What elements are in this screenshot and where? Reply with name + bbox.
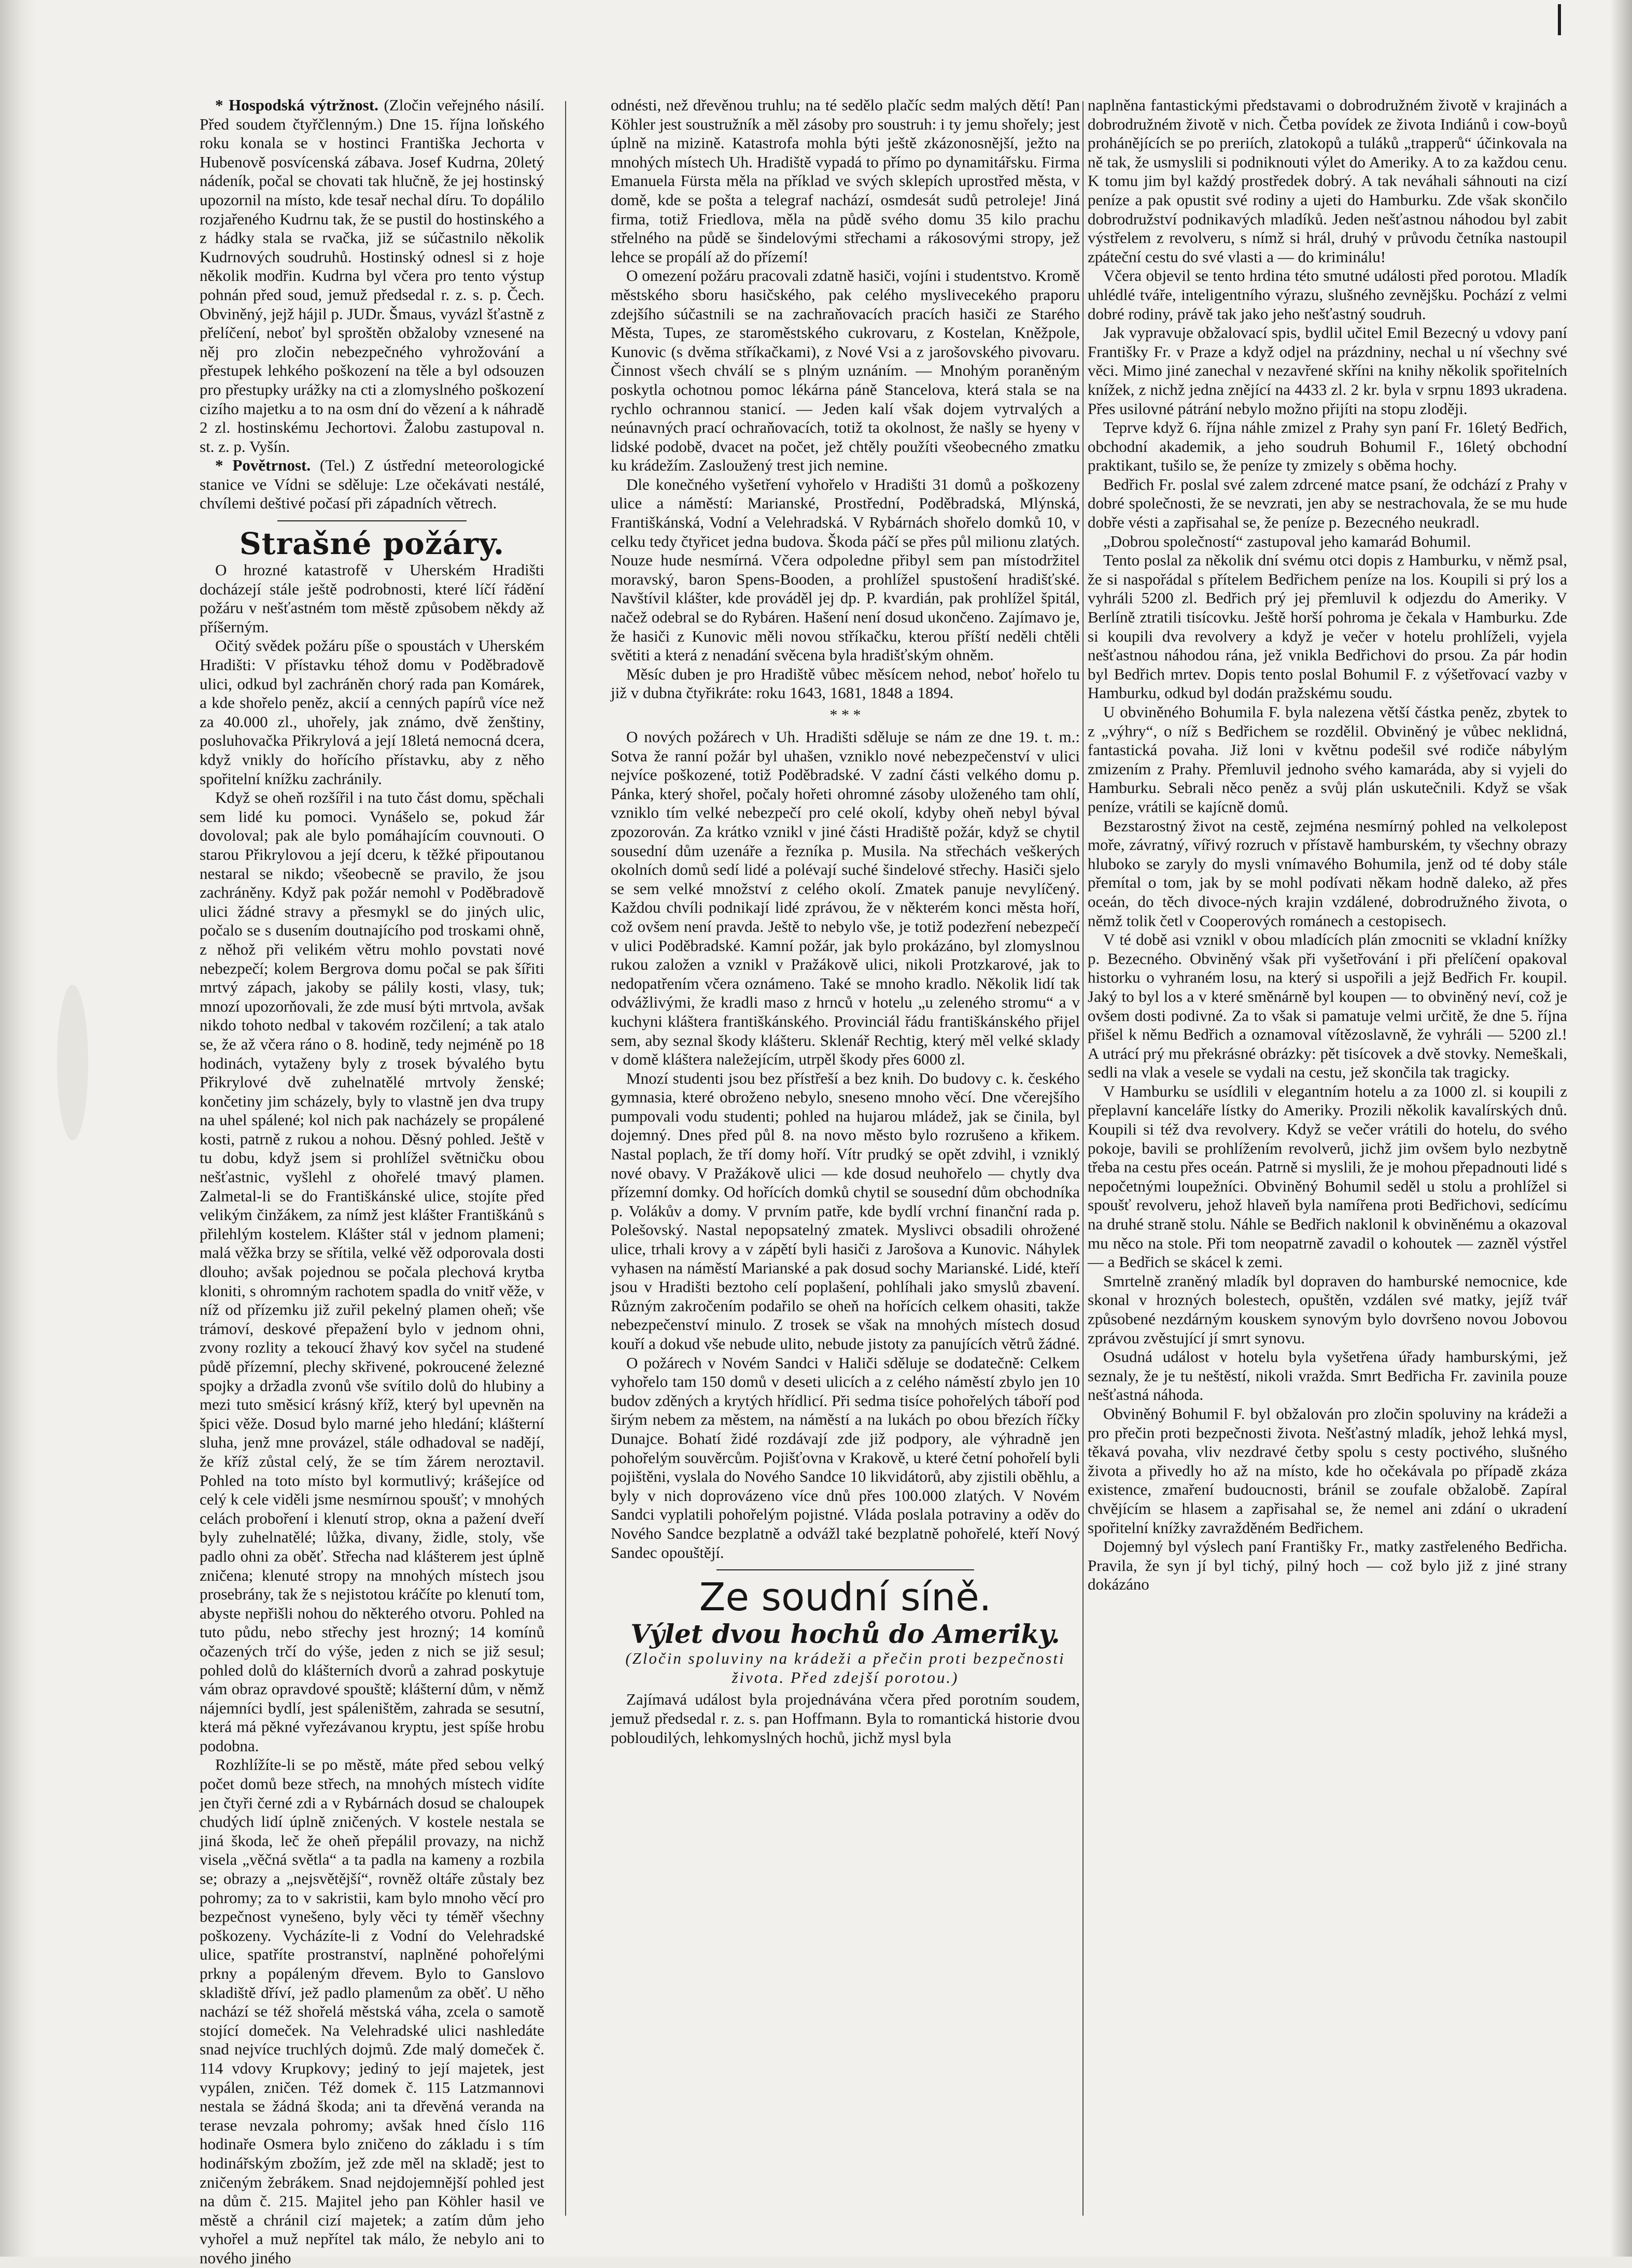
paragraph: Obviněný Bohumil F. byl obžalován pro zločin spoluviny na krádeži a pro přečin proti bezpečnosti života. Nešťastný mladík, jehož lehká mysl, těkavá povaha, vliv nezdravé četby spolu s cesty poctivého, slušného života a přivedly ho až na místo, kde ho očekávala po případě zkáza existence, zmaření budoucnosti, bránil se zoufale obžalobě. Zapíral chvějícím se hlasem a zapřisahal se, že nemel ani zdání o ukradení spořitelní knížky zavražděném Bedřichem. — [1088, 1404, 1567, 1537]
paragraph: Tento poslal za několik dní svému otci dopis z Hamburku, v němž psal, že si naspořádal s přítelem Bedřichem peníze na los. Koupili si prý los a vyhráli 5200 zl. Bedřich prý jej přemluvil k odjezdu do Ameriky. V Berlíně ztratili tisícovku. Ještě horší pohroma je čekala v Hamburku. Zde si koupili dva revolvery a když je večer v hotelu prohlíželi, vyjela nešťastnou náhodou rána, jež vnikla Bedřichovi do prsou. Za pár hodin byl Bedřich mrtev. Dopis tento poslal Bohumil F. z výšetřovací vazby v Hamburku, odkud byl dodán pražskému soudu. — [1088, 551, 1567, 702]
column-rule-2 — [1082, 101, 1084, 2216]
paragraph: Bezstarostný život na cestě, zejména nesmírný pohled na velkolepost moře, závratný, vířivý rozruch v přístavě hamburském, ty všechny obrazy hluboko se zaryly do mysli vnímavého Bohumila, jenž od té doby stále přemítal o tom, jak by se mohl podívati někam hodně daleko, až přes oceán, do těch divoce-ných krajin vzdálené, dobrodružného života, o němž tolik četl v Cooperových románech a cestopisech. — [1088, 816, 1567, 930]
paragraph: odnésti, než dřevěnou truhlu; na té sedělo plačíc sedm malých dětí! Pan Köhler jest soustružník a měl zásoby pro soustruh: i ty jemu shořely; jest úplně na mizině. Katastrofa mohla býti ještě zkázonosnější, ježto na mnohých místech Uh. Hradiště vypadá to přímo po dynamitářsku. Firma Emanuela Fürsta měla na příklad ve svých sklepích uprostřed města, v domě, kde se pošta a telegraf nachází, osmdesát sudů petroleje! Jiná firma, totiž Friedlova, měla na půdě svého domu 35 kilo prachu střelného na půdě se šindelovými střechami a rákosovými stropy, jež lehce se propálí až do přízemí! — [611, 96, 1080, 266]
paragraph: Jak vypravuje obžalovací spis, bydlil učitel Emil Bezecný u vdovy paní Františky Fr. v Praze a když odjel na prázdniny, nechal u ní všechny své věci. Mimo jiné zanechal v nezavřené skříni na knihy několik spořitelních knížek, z nichž jedna znějící na 4433 zl. 2 kr. byla v srpnu 1893 ukradena. Přes usilovné pátrání nebylo možno přijíti na stopu zloději. — [1088, 323, 1567, 418]
column-1 — [200, 96, 544, 2267]
paragraph: „Dobrou společností“ zastupoval jeho kamarád Bohumil. — [1103, 532, 1471, 550]
news-item-weather — [200, 456, 544, 513]
section-divider — [716, 1569, 975, 1570]
section-divider — [277, 520, 467, 521]
news-item-tavern-brawl — [200, 96, 544, 456]
news-text: (Zločin veřejného násilí. Před soudem čtyřčlenným.) Dne 15. října loňského roku konala se v hostinci Františka Jechorta v Hubenově posvícenská zábava. Josef Kudrna, 20letý nádeník, počal se chovati tak hlučně, že jej hostinský upozornil na místo, kde tesař nechal díru. To dopálilo rozjařeného Kudrnu tak, že se pustil do hostinského a z hádky stala se rvačka, již se súčastnilo několik Kudrnových soudruhů. Hostinský odnesl si z hoje několik modřin. Kudrna byl včera pro tento výstup pohnán před soud, jemuž předsedal r. z. s. p. Čech. Obviněný, jejž hájil p. JUDr. Šmaus, vyvázl šťastně z přelíčení, neboť byl sproštěn obžaloby vznesené na něj pro zločin nebezpečného vyhrožování a přestupek lehkého poškození na těle a byl odsouzen pro přestupky urážky na cti a zlomyslného poškození cizího majetku a to na osm dní do vězení a k náhradě 2 zl. hostinskému Jechortovi. Žalobu zastupoval n. st. z. p. Vyšín. — [200, 96, 544, 456]
paragraph: Včera objevil se tento hrdina této smutné události před porotou. Mladík uhlédlé tváře, inteligentního výrazu, slušného zevnějšku. Pochází z velmi dobré rodiny, právě tak jako jeho nešťastný soudruh. — [1088, 266, 1567, 323]
news-text: (Tel.) Z ústřední meteorologické stanice ve Vídni se sděluje: Lze očekávati nestálé, chvílemi deštivé počasí při západních větrech. — [200, 456, 544, 513]
column-rule-1 — [565, 101, 566, 2216]
paragraph: Smrtelně zraněný mladík byl dopraven do hamburské nemocnice, kde skonal v hrozných bolestech, opuštěn, vzdálen své matky, jejíž tvář způsobené nezdárným kouskem synovým bylo dovršeno novou Jobovou zprávou zvěstující jí smrt synovu. — [1088, 1271, 1567, 1347]
paragraph: Očitý svědek požáru píše o spoustách v Uherském Hradišti: V přístavku téhož domu v Poděbradově ulici, odkud byl zachráněn chorý rada pan Komárek, a kde shořelo peněz, akcií a cenných papírů více než za 40.000 zl., uhořely, jak známo, dvě ženštiny, posluhovačka Přikrylová a její 18letá nemocná dcera, když vnikly do hořícího přístavku, aby z něho spořitelní knížku zachránily. — [200, 636, 544, 788]
paragraph: naplněna fantastickými představami o dobrodružném životě v krajinách a dobrodružném životě v nich. Četba povídek ze života Indiánů i cow-boyů prohánějících se po preriích, zlatokopů a tuláků „trapperů“ účinkovala na ně tak, že usmyslili si podniknouti výlet do Ameriky. A to za každou cenu. K tomu jim byl každý prostředek dobrý. A tak neváhali sáhnouti na cizí peníze a pak opustit své rodiny a ujeti do Hamburku. Zde však skončilo dobrodružství podnikavých mladíků. Jeden nešťastnou náhodou byl zabit výstřelem z revolveru, s nímž si hrál, druhý v průvodu četníka nastoupil zpáteční cestu do své vlasti a — do kriminálu! — [1088, 96, 1567, 266]
paragraph: Teprve když 6. října náhle zmizel z Prahy syn paní Fr. 16letý Bedřich, obchodní akademik, a jeho soudruh Bohumil F., 16letý obchodní praktikant, tušilo se, že peníze ty zmizely s oběma hochy. — [1088, 418, 1567, 475]
paragraph: Mnozí studenti jsou bez přístřeší a bez knih. Do budovy c. k. českého gymnasia, které obroženo nebylo, sneseno mnoho věcí. Dne včerejšího pumpovali vodu studenti; pohled na hujarou mládež, jak se činila, byl dojemný. Dnes před půl 8. na novo město bylo rozrušeno a křikem. Nastal poplach, že tří domy hoří. Vítr prudký se opět zdvihl, i vzniklý nové obavy. V Pražákově ulici — kde dosud neuhořelo — chytly dva přízemní domky. Od hořících domků chytil se sousední dům obchodníka p. Volákův a domy. V prvním patře, kde bydlí vrchní finanční rada p. Polešovský. Nastal nepopsatelný zmatek. Myslivci obsadili ohrožené ulice, trhali krovy a v zápětí byli hasiči z Jarošova a Kunovic. Náhylek vyhasen na náměstí Marianské a pak dosud sochy Marianské. Lidé, kteří jsou v Hradišti beztoho celí poplašení, pohlíhali jako smyslů zbavení. Různým zakročením podařilo se oheň na hořících celkem ohasiti, takže nebezpečenství minulo. Z trosek se však na mnohých místech dosud kouří a dokud vše nebude ulito, nebude jistoty za panujících větrů žádné. — [611, 1069, 1080, 1353]
top-print-mark — [1558, 4, 1561, 35]
paragraph: Dojemný byl výslech paní Františky Fr., matky zastřeleného Bedřicha. Pravila, že syn jí byl tichý, pilný hoch — což bylo již z jiné strany dokázáno — [1088, 1537, 1567, 1594]
page-right-edge — [1611, 0, 1632, 2257]
paragraph: U obviněného Bohumila F. byla nalezena větší částka peněz, zbytek to z „výhry“, o níž s Bedřichem se rozdělil. Obviněný je vůbec neklidná, fantastická povaha. Již loni v květnu podešil své rodiče nábylým zmizením z Prahy. Přemluvil jednoho svého kamaráda, aby si vyjeli do Hamburku. Sebrali něco peněz a svůj plán uskutečnili. Když se však peníze, vrátili se kajícně domů. — [1088, 703, 1567, 816]
paragraph: Měsíc duben je pro Hradiště vůbec měsícem nehod, neboť hořelo tu již v dubna čtyřikráte: roku 1643, 1681, 1848 a 1894. — [611, 664, 1080, 702]
paragraph: Zajímavá událost byla projednávána včera před porotním soudem, jemuž předsedal r. z. s. pan Hoffmann. Byla to romantická historie dvou pobloudilých, lehkomyslných hochů, jichž mysl byla — [611, 1690, 1080, 1747]
column-2 — [611, 96, 1080, 2231]
paragraph: O nových požárech v Uh. Hradišti sděluje se nám ze dne 19. t. m.: Sotva že ranní požár byl uhašen, vzniklo nové nebezpečenství v ulici nejvíce poškozené, totiž Poděbradské. V zadní části velkého domu p. Pánka, který shořel, počaly hořeti ohromné zásoby uloženého tam ohlí, vzniklo tím velké nebezpečí pro celé okolí, kdyby oheň nebyl býval zpozorován. Za krátko vznikl v jiné části Hradiště požár, když se chytil sousední dům uzenáře a řezníka p. Musila. Na střechách veškerých okolních domů sedí lidé a polévají suché šindelové střechy. Hasiči sjelo se sem velké množství z celého okolí. Zmatek panuje nevylíčený. Každou chvíli podnikají lidé zprávou, že v některém konci města hoří, což ovšem není pravda. Ještě to nebylo vše, je totiž podezření nebezpečí v ulici Poděbradské. Kamní požár, jak bylo prokázáno, byl zlomyslnou rukou založen a vznikl v Pražákově ulici, nikoli Protzkarové, jak to nedopatřením včera oznámeno. Také se mnoho kradlo. Několik lidí tak odvážlivými, že kradli maso z hrnců v hotelu „u zeleného stromu“ a v kuchyni kláštera františkánského. Provinciál řádu františkánského přijel sem, aby seznal škody klášteru. Sklenář Rechtig, který měl velké sklady v domě kláštera naležejícím, utrpěl škody přes 6000 zl. — [611, 728, 1080, 1069]
news-title: * Povětrnost. — [215, 456, 311, 475]
paragraph: Dle konečného vyšetření vyhořelo v Hradišti 31 domů a poškozeny ulice a náměstí: Marianské, Prostřední, Poděbradská, Mlýnská, Františkánská, Vodní a Velehradská. V Rybárnách shořelo domků 10, v celku tedy čtyřicet jedna budova. Škoda páčí se přes půl milionu zlatých. Nouze hude nesmírná. Včera odpoledne přibyl sem pan místodržitel moravský, baron Spens-Booden, a prohlížel spustošení hradišťské. Navštívil klášter, kde prováděl jej dp. P. kvardián, pak prohlížel špitál, načež odebral se do Rybáren. Hašení není dosud ukončeno. Zajímavo je, že hasiči z Kunovic měli novou stříkačku, kterou příští neděli chtěli světiti a která z nenadání svěcena byla hradišťským ohněm. — [611, 475, 1080, 664]
article-lead: (Zločin spoluviny na krádeži a přečin proti bezpečnosti života. Před zdejší porotou.) — [625, 1649, 1065, 1686]
article-title: Výlet dvou hochů do Ameriky. — [630, 1619, 1060, 1650]
paragraph: Bedřich Fr. poslal své zalem zdrcené matce psaní, že odchází z Prahy v dobré společnosti, že se nevzrati, jen aby se nestrachovala, že se mu hude dobře vésti a zapřisahal se, že peníze p. Bezecného neukradl. — [1088, 475, 1567, 532]
page-left-edge — [0, 0, 36, 2257]
paragraph: O hrozné katastrofě v Uherském Hradišti docházejí stále ještě podrobnosti, které líčí řádění požáru v nešťastném tom městě způsobem někdy až příšerným. — [200, 561, 544, 636]
section-heading-fires: Strašné požáry. — [239, 526, 505, 562]
column-3 — [1088, 96, 1567, 2231]
paragraph: V té době asi vznikl v obou mladících plán zmocniti se vkladní knížky p. Bezecného. Obviněný však při vyšetřování i při přelíčení opakoval historku o vyhraném losu, na který si uspořili a jejž Bedřich Fr. koupil. Jaký to byl los a v které směnárně byl koupen — to obviněný neví, což je ovšem dosti podivné. Za to však si pamatuje velmi určitě, že dne 5. října přišel k němu Bedřich a oznamoval vítězoslavně, že vyhráli — 5200 zl.! A utrácí prý mu překrásné obrázky: pět tisícovek a dvě stovky. Nemeškali, sedli na vlak a vesele se vydali na cestu, jež skončila tak tragicky. — [1088, 930, 1567, 1082]
paragraph: Když se oheň rozšířil i na tuto část domu, spěchali sem lidé ku pomoci. Vynášelo se, pokud žár dovoloval; pak ale bylo pomáhajícím couvnouti. O starou Přikrylovou a její dceru, k těžké připoutanou nestaral se nikdo; všeobecně se pravilo, že jsou zachráněny. Když pak požár nemohl v Poděbradově ulici žádné stravy a přesmykl se do jiných ulic, počalo se s dusením doutnajícího pod troskami ohně, z něhož při velikém větru mohlo povstati nové nebezpečí; kolem Bergrova domu počal se pak šířiti mrtvý zápach, jakoby se pálily kosti, vlasy, tuk; mnozí upozorňovali, že zde musí býti mrtvola, avšak nikdo tohoto nedbal v takovém rozčilení; a tak atalo se, že až včera ráno o 8. hodině, tedy nejméně po 18 hodinách, vytaženy byly z trosek bývalého bytu Přikrylové dvě zuhelnatělé mrtvoly ženské; končetiny jim scházely, byly to vlastně jen dva trupy na uhel spálené; kol nich pak nacházely se propálené kosti, patrně z rukou a nohou. Děsný pohled. Ještě v tu dobu, když jsem si prohlížel světničku obou nešťastnic, vyšlehl z ohořelé tmavý plamen. Zalmetal-li se do Františkánské ulice, stojíte před velikým činžákem, za nímž jest klášter Františkánů s přilehlým kostelem. Klášter stál v jednom plameni; malá věžka brzy se sřítila, velké věž odporovala dosti dlouho; avšak pojednou se počala plechová krytba kloniti, s ohromným rachotem spadla do vnitř věže, v níž od přízemku již zuřil pekelný plamen oheň; vše trámoví, deskové přepažení bylo v jednom ohni, zvony rozlity a tekoucí žhavý kov syčel na studené půdě přízemní, plechy skřivené, pokroucené železné spojky a držadla zvonů vše svítilo dolů do hlubiny a mezi tuto směsicí krásný kříž, který byl upevněn na špici věže. Dosud bylo marné jeho hledání; klášterní sluha, jenž mne provázel, stále odhadoval se nadějí, že kříž zůstal celý, že se tím žárem neroztavil. Pohled na toto místo byl kormutlivý; krášejíce od celý k cele viděli jsme nesmírnou spoušť; v mnohých celách proboření i klenutí strop, okna a pažení dveří byly zuhelnatělé; lůžka, divany, židle, stoly, vše padlo ohni za oběť. Střecha nad klášterem jest úplně zničena; klenuté stropy na mnohých místech jsou prosebrány, tak že s nejistotou kráčíte po klenutí tom, abyste nepřišli nohou do některého otvoru. Pohled na tuto půdu, nebo střechy jest hrozný; 14 komínů očazených trčí do výše, jeden z nich se již sesul; pohled dolů do klášterních dvorů a zahrad poskytuje vám obraz opravdové spouště; klášterní dům, v němž nájemníci bydlí, jest spáleništěm, zahrada se sesutní, která má pěkné vyřezávanou kryptu, jest spíše hrobu podobna. — [200, 788, 544, 1755]
paragraph: Osudná událost v hotelu byla vyšetřena úřady hamburskými, jež seznaly, že je tu neštěstí, nikoli vražda. Smrt Bedřicha Fr. zavinila pouze nešťastná náhoda. — [1088, 1348, 1567, 1404]
paragraph: O požárech v Novém Sandci v Haliči sděluje se dodatečně: Celkem vyhořelo tam 150 domů v deseti ulicích a z celého náměstí zbylo jen 10 budov zděných a krytých hřídlicí. Při sedma tisíce pohořelých táboří pod širým nebem za městem, na náměstí a na lukách po obou březích říčky Dunajce. Bohatí židé rozdávají zde již podpory, ale výhradně jen pohořelým souvěrcům. Pojišťovna v Krakově, u které četní pohořelí byli pojištěni, vyslala do Nového Sandce 10 likvidátorů, aby zjistili oběhlu, a byly v nich doprovázeno více dnů přes 100.000 zlatých. V Novém Sandci vyplatili pohořelým pojistné. Vláda poslala potraviny a oděv do Nového Sandce bezplatně a odvážl také bezplatně pohořelé, kteří Nový Sandec opouštějí. — [611, 1353, 1080, 1562]
paragraph: Rozhlížíte-li se po městě, máte před sebou velký počet domů beze střech, na mnohých místech vidíte jen čtyři černé zdi a v Rybárnách dosud se chaloupek chudých lidí úplně zničených. V kostele nestala se jiná škoda, leč že oheň přepálil provazy, na nichž visela „věčná světla“ a ta padla na kameny a rozbila se; obrazy a „nejsvětější“, rovněž oltáře zůstaly bez pohromy; za to v sakristii, kam bylo mnoho věcí pro bezpečnost vynešeno, byly věci ty téměř všechny poškozeny. Vycházíte-li z Vodní do Velehradské ulice, spatříte prostranství, naplněné pohořelými prkny a popáleným dřevem. Bylo to Ganslovo skladiště dříví, jež padlo plamenům za oběť. U něho nachází se též shořelá městská váha, zcela o samotě stojící domeček. Na Velehradské ulici nashledáte snad nejvíce truchlých dojmů. Zde malý domeček č. 114 vdovy Krupkovy; jediný to její majetek, jest vypálen, zničen. Též domek č. 115 Latzmannovi nestala se žádná škoda; ani ta dřevěná veranda na terase nevzala pohromy; avšak hned číslo 116 hodinaře Osmera bylo zničeno do základu i s tím hodinářským zbožím, jež zde měl na skladě; jest to zničeným žebrákem. Snad nejdojemnější pohled jest na dům č. 215. Majitel jeho pan Köhler hasil ve městě a chránil cizí majetek; a zatím dům jeho vyhořel a muž nepřítel tak málo, že nebylo ani to nového jiného — [200, 1755, 544, 2267]
paragraph: V Hamburku se usídlili v elegantním hotelu a za 1000 zl. si koupili z přeplavní kanceláře lístky do Ameriky. Prozili několik kavalírských dnů. Koupili si též dva revolvery. Když se večer vrátili do hotelu, do svého pokoje, bavili se prohlížením revolverů, jichž jim ovšem bylo nezbytně třeba na cestu přes oceán. Patrně si myslili, že je mohou přepadnouti lidé s nepočetnými loupežníci. Obviněný Bohumil seděl u stolu a prohlížel si spoušť revolveru, jehož hlaveň byla namířena proti Bedřichovi, sedícímu na druhé straně stolu. Náhle se Bedřich naklonil k obviněnému a okazoval mu něco na stole. Při tom neopatrně zavadil o kohoutek — zazněl výstřel — a Bedřich se skácel k zemi. — [1088, 1082, 1567, 1271]
paper-stain — [57, 985, 88, 1140]
paragraph: O omezení požáru pracovali zdatně hasiči, vojíni i studentstvo. Kromě městského sboru hasičského, pak celého myslivecekého praporu zdejšího súčastnili se na zachraňovacích pracích hasiči ze Starého Města, Tupes, ze staroměstského cukrovaru, z Kostelan, Kněžpole, Kunovic (s dvěma stříkačkami), z Nové Vsi a z jarošovského pivovaru. Činnost všech chválí se s plným uznáním. — Mnohým poraněným poskytla ochotnou pomoc lékárna páně Stancelova, která stala se na rychlo ochrannou stanicí. — Jeden kalí však dojem vytrvalých a neúnavných prací ochraňovacích, totiž ta okolnost, že našly se hyeny v lidské podobě, dvacet na počet, jež chtěly použíti všeobecného zmatku ku krádežím. Zasloužený trest jich nemine. — [611, 266, 1080, 475]
section-stars: * * * — [829, 706, 861, 724]
news-title: * Hospodská výtržnost. — [215, 96, 378, 114]
section-heading-court: Ze soudní síně. — [699, 1575, 992, 1620]
